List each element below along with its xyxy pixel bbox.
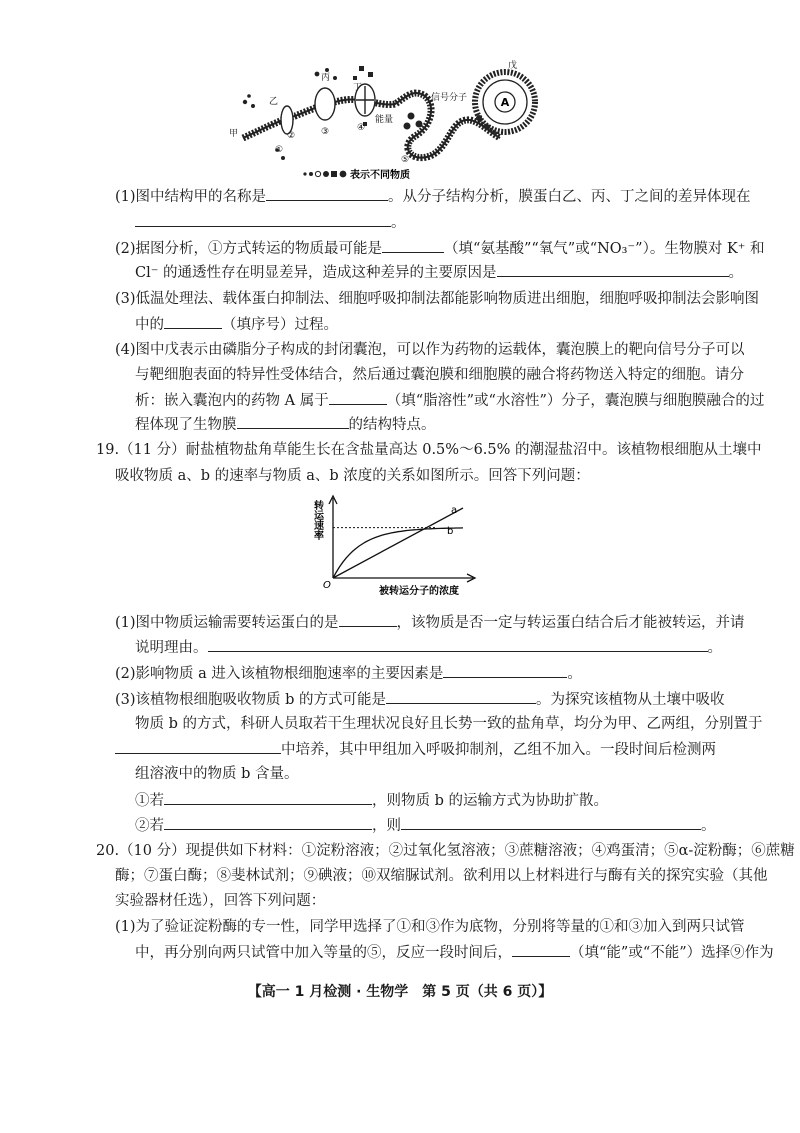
answer-blank[interactable] bbox=[164, 314, 222, 329]
label-jia: 甲 bbox=[229, 129, 239, 139]
figure-caption: 表示不同物质 bbox=[350, 170, 410, 181]
q19-part3-line1: (3)该植物根细胞吸收物质 b 的方式可能是 。为探究该植物从土壤中吸收 bbox=[115, 689, 725, 710]
label-wu: 戊 bbox=[508, 61, 518, 71]
label-ding: 丁 bbox=[353, 83, 363, 93]
q19-part1-line1: (1)图中物质运输需要转运蛋白的是 ，该物质是否一定与转运蛋白结合后才能被转运，并请 bbox=[115, 612, 745, 633]
q19-part3-line4: 组溶液中的物质 b 含量。 bbox=[135, 766, 299, 782]
series-a-line bbox=[333, 508, 463, 578]
page-footer: 【高一 1 月检测 · 生物学 第 5 页（共 6 页）】 bbox=[247, 984, 553, 1000]
answer-blank[interactable] bbox=[401, 815, 701, 830]
answer-blank[interactable] bbox=[237, 414, 349, 429]
answer-blank[interactable] bbox=[164, 790, 372, 805]
q19-part2: (2)影响物质 a 进入该植物根细胞速率的主要因素是 。 bbox=[115, 663, 582, 684]
q19-part1-line2: 说明理由。 。 bbox=[135, 637, 722, 658]
answer-blank[interactable] bbox=[208, 637, 708, 652]
label-n2: ② bbox=[287, 131, 296, 141]
answer-blank[interactable] bbox=[512, 942, 570, 957]
q20-part1-line1: (1)为了验证淀粉酶的专一性，同学甲选择了①和③作为底物，分别将等量的①和③加入到两只试管 bbox=[115, 919, 745, 935]
label-n5: ⑤ bbox=[401, 155, 410, 165]
q20-part1-line2: 中，再分别向两只试管中加入等量的⑤，反应一段时间后， （填“能”或“不能”）选择⑨作为 bbox=[135, 942, 774, 963]
answer-blank[interactable] bbox=[443, 663, 567, 678]
drug-a-label: A bbox=[500, 96, 510, 109]
q18-part1-line1: (1)图中结构甲的名称是 。从分子结构分析，膜蛋白乙、丙、丁之间的差异体现在 bbox=[115, 186, 751, 207]
vesicle-wu bbox=[475, 72, 535, 132]
label-n3: ③ bbox=[321, 127, 330, 137]
figure-legend bbox=[303, 168, 410, 181]
series-b-label: b bbox=[447, 526, 454, 537]
answer-blank[interactable] bbox=[135, 212, 391, 227]
q19-head-line1: 19.（11 分）耐盐植物盐角草能生长在含盐量高达 0.5%～6.5% 的潮湿盐沼中。该植物根细胞从土壤中 bbox=[96, 442, 762, 458]
q18-part2-line2: Cl⁻ 的通透性存在明显差异，造成这种差异的主要原因是 。 bbox=[135, 262, 743, 283]
q20-head-line2: 酶；⑦蛋白酶；⑧斐林试剂；⑨碘液；⑩双缩脲试剂。欲利用以上材料进行与酶有关的探究实验（其他 bbox=[115, 868, 768, 884]
y-axis-label: 转运速率 bbox=[311, 500, 323, 540]
label-yi: 乙 bbox=[269, 97, 279, 107]
label-signal-molecule: 信号分子 bbox=[431, 93, 468, 103]
answer-blank[interactable] bbox=[386, 689, 536, 704]
protein-bing bbox=[315, 88, 335, 120]
q19-head-line2: 吸收物质 a、b 的速率与物质 a、b 浓度的关系如图所示。回答下列问题： bbox=[115, 468, 590, 484]
label-bing: 丙 bbox=[321, 73, 331, 83]
membrane-transport-figure bbox=[225, 58, 545, 183]
answer-blank[interactable] bbox=[266, 186, 388, 201]
answer-blank[interactable] bbox=[164, 815, 372, 830]
label-n1: ① bbox=[275, 145, 284, 155]
q18-part4-line1: (4)图中戊表示由磷脂分子构成的封闭囊泡，可以作为药物的运载体，囊泡膜上的靶向信号分子可以 bbox=[115, 342, 745, 358]
answer-blank[interactable] bbox=[329, 390, 387, 405]
origin-label: O bbox=[323, 580, 331, 591]
q18-part4-line3: 析：嵌入囊泡内的药物 A 属于 （填“脂溶性”或“水溶性”）分子，囊泡膜与细胞膜融合的过 bbox=[135, 390, 764, 411]
x-axis-label: 被转运分子的浓度 bbox=[379, 586, 459, 597]
series-a-label: a bbox=[451, 505, 458, 516]
q19-part3-line5: ①若 ，则物质 b 的运输方式为协助扩散。 bbox=[135, 790, 608, 811]
q19-part3-line3: 中培养，其中甲组加入呼吸抑制剂，乙组不加入。一段时间后检测两 bbox=[115, 739, 716, 760]
answer-blank[interactable] bbox=[382, 238, 444, 253]
label-n4: ④ bbox=[357, 123, 366, 133]
q18-part3-line2: 中的 （填序号）过程。 bbox=[135, 314, 338, 335]
q18-part3-line1: (3)低温处理法、载体蛋白抑制法、细胞呼吸抑制法都能影响物质进出细胞，细胞呼吸抑制法会影响图 bbox=[115, 291, 760, 307]
label-energy: 能量 bbox=[375, 115, 394, 125]
series-b-curve bbox=[333, 528, 463, 578]
answer-blank[interactable] bbox=[115, 739, 281, 754]
q20-head-line1: 20.（10 分）现提供如下材料：①淀粉溶液；②过氧化氢溶液；③蔗糖溶液；④鸡蛋清；⑤α-淀粉酶；⑥蔗糖 bbox=[96, 843, 795, 859]
q20-head-line3: 实验器材任选），回答下列问题： bbox=[115, 893, 326, 909]
q19-part3-line2: 物质 b 的方式，科研人员取若干生理状况良好且长势一致的盐角草，均分为甲、乙两组，分别置于 bbox=[135, 716, 763, 732]
protein-yi bbox=[281, 106, 293, 134]
answer-blank[interactable] bbox=[497, 262, 729, 277]
q18-part4-line4: 程体现了生物膜 的结构特点。 bbox=[135, 414, 436, 435]
q18-part4-line2: 与靶细胞表面的特异性受体结合，然后通过囊泡膜和细胞膜的融合将药物送入特定的细胞。请分 bbox=[135, 367, 744, 383]
q18-part2-line1: (2)据图分析，①方式转运的物质最可能是 （填“氨基酸”“氧气”或“NO₃⁻”）。生物膜对 K⁺ 和 bbox=[115, 238, 765, 259]
q18-part1-line2: 。 bbox=[135, 212, 406, 233]
q19-part3-line6: ②若 ，则 。 bbox=[135, 815, 716, 836]
answer-blank[interactable] bbox=[339, 612, 397, 627]
transport-rate-chart bbox=[305, 488, 495, 598]
